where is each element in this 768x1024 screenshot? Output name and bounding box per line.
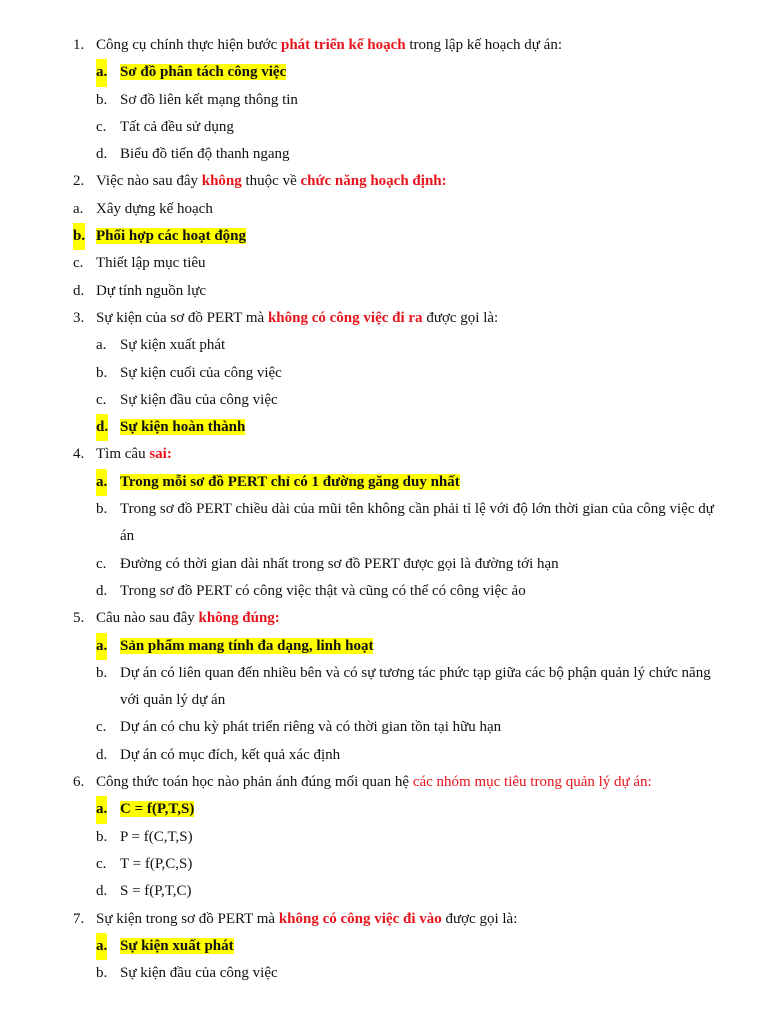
option-text-content: Sự kiện đầu của công việc xyxy=(120,965,278,982)
option-text-content: Dự án có mục đích, kết quả xác định xyxy=(120,746,341,763)
answer-option xyxy=(0,714,768,741)
answer-option-correct xyxy=(0,59,768,86)
option-text xyxy=(120,796,194,823)
option-text xyxy=(120,414,245,441)
option-text-content: Trong sơ đồ PERT chiều dài của mũi tên không cần phải tỉ lệ với độ lớn thời gian của công việc dự án xyxy=(120,501,714,545)
option-text-content: Biểu đồ tiến độ thanh ngang xyxy=(120,146,290,163)
emphasis-text: sai: xyxy=(149,446,172,463)
option-text-content: Trong mỗi sơ đồ PERT chỉ có 1 đường găng duy nhất xyxy=(120,473,460,490)
option-label: b. xyxy=(96,91,108,108)
stem-text: Tìm câu xyxy=(96,446,150,463)
answer-option xyxy=(0,878,768,905)
answer-option-correct xyxy=(0,223,768,250)
option-text xyxy=(96,250,206,277)
stem-text: Công cụ chính thực hiện bước xyxy=(96,37,281,53)
stem-text: Câu nào sau đây xyxy=(96,610,199,627)
question-stem xyxy=(0,305,768,332)
answer-option xyxy=(0,496,768,551)
answer-option xyxy=(0,851,768,878)
answer-option xyxy=(0,360,768,387)
option-text xyxy=(120,714,501,741)
answer-option xyxy=(0,824,768,851)
option-text xyxy=(120,141,290,168)
answer-option xyxy=(0,551,768,578)
option-text-content: Sự kiện xuất phát xyxy=(120,337,226,354)
option-text-content: Phối hợp các hoạt động xyxy=(96,228,246,245)
option-label: b. xyxy=(73,223,85,250)
option-text-content: Sơ đồ phân tách công việc xyxy=(120,64,287,81)
option-label: d. xyxy=(96,414,108,441)
option-text xyxy=(120,633,373,660)
option-label: c. xyxy=(96,555,107,572)
option-text-content: Sự kiện xuất phát xyxy=(120,937,234,954)
option-text xyxy=(120,742,340,769)
option-text-content: Tất cả đều sử dụng xyxy=(120,118,234,135)
option-text xyxy=(120,387,278,414)
option-text xyxy=(120,59,286,86)
option-text xyxy=(120,933,234,960)
option-text-content: T = f(P,C,S) xyxy=(120,855,193,872)
option-label: d. xyxy=(96,883,108,900)
answer-option xyxy=(0,742,768,769)
option-text-content: Sự kiện đầu của công việc xyxy=(120,391,278,408)
stem-text: thuộc về xyxy=(241,173,301,190)
option-text-content: Sơ đồ liên kết mạng thông tin xyxy=(120,91,298,108)
stem-text: Sự kiện của sơ đồ PERT mà xyxy=(96,309,268,326)
answer-option xyxy=(0,250,768,277)
option-text xyxy=(96,196,213,223)
option-label: c. xyxy=(96,118,107,135)
option-label: b. xyxy=(96,501,108,518)
answer-option xyxy=(0,87,768,114)
option-text-content: Trong sơ đồ PERT có công việc thật và cũng có thể có công việc ảo xyxy=(120,582,526,599)
option-text xyxy=(96,223,246,250)
option-text-content: Dự án có liên quan đến nhiều bên và có sự tương tác phức tạp giữa các bộ phận quản lý chức năng với quản lý dự án xyxy=(120,664,711,709)
answer-option xyxy=(0,387,768,414)
emphasis-text: các nhóm mục tiêu trong quản lý dự án: xyxy=(412,774,652,791)
stem-text: được gọi là: xyxy=(422,309,499,326)
option-label: d. xyxy=(73,282,85,299)
option-label: c. xyxy=(96,719,107,736)
question-stem xyxy=(0,441,768,468)
option-label: d. xyxy=(96,146,108,163)
question-stem xyxy=(0,906,768,933)
option-text xyxy=(120,469,460,496)
answer-option xyxy=(0,960,768,987)
stem-text: trong lập kế hoạch dự án: xyxy=(405,37,563,53)
question-stem xyxy=(0,32,768,59)
option-text-content: Dự án có chu kỳ phát triển riêng và có thời gian tồn tại hữu hạn xyxy=(120,719,502,736)
option-text xyxy=(120,496,730,551)
answer-option xyxy=(0,578,768,605)
question-number: 2. xyxy=(73,173,85,190)
emphasis-text: không xyxy=(201,173,242,190)
option-label: a. xyxy=(96,469,107,496)
option-text-content: C = f(P,T,S) xyxy=(120,801,195,818)
option-text xyxy=(120,851,192,878)
question-stem xyxy=(0,605,768,632)
option-label: b. xyxy=(96,965,108,982)
stem-text: được gọi là: xyxy=(441,910,518,927)
answer-option-correct xyxy=(0,796,768,823)
option-text-content: Sản phẩm mang tính đa dạng, linh hoạt xyxy=(120,637,374,654)
option-label: a. xyxy=(96,59,107,86)
question-number: 7. xyxy=(73,910,85,927)
option-text xyxy=(120,360,282,387)
question-number: 6. xyxy=(73,774,85,791)
option-label: c. xyxy=(73,255,84,272)
question-number: 3. xyxy=(73,309,85,326)
option-text xyxy=(120,114,234,141)
option-label: a. xyxy=(96,633,107,660)
answer-option-correct xyxy=(0,633,768,660)
option-text-content: S = f(P,T,C) xyxy=(120,883,192,900)
option-text-content: Xây dựng kế hoạch xyxy=(96,200,213,217)
option-label: a. xyxy=(96,337,107,354)
option-text xyxy=(120,824,193,851)
emphasis-text: chức năng hoạch định: xyxy=(300,173,447,190)
option-text xyxy=(120,332,225,359)
option-text xyxy=(120,960,278,987)
option-label: d. xyxy=(96,746,108,763)
stem-text: Sự kiện trong sơ đồ PERT mà xyxy=(96,910,279,927)
option-text-content: Thiết lập mục tiêu xyxy=(96,255,206,272)
option-text xyxy=(120,87,298,114)
option-label: d. xyxy=(96,582,108,599)
emphasis-text: không đúng: xyxy=(198,610,280,627)
emphasis-text: phát triển kế hoạch xyxy=(281,37,406,53)
answer-option-correct xyxy=(0,469,768,496)
option-label: a. xyxy=(96,933,107,960)
stem-text: Công thức toán học nào phản ánh đúng mối quan hệ xyxy=(96,774,413,791)
option-label: b. xyxy=(96,364,108,381)
option-text xyxy=(120,878,192,905)
option-text xyxy=(120,551,559,578)
answer-option xyxy=(0,196,768,223)
answer-option-correct xyxy=(0,933,768,960)
option-label: c. xyxy=(96,855,107,872)
question-stem xyxy=(0,769,768,796)
option-text-content: Đường có thời gian dài nhất trong sơ đồ PERT được gọi là đường tới hạn xyxy=(120,555,559,572)
emphasis-text: không có công việc đi vào xyxy=(278,910,442,927)
answer-option xyxy=(0,660,768,715)
answer-option xyxy=(0,114,768,141)
option-text-content: P = f(C,T,S) xyxy=(120,828,193,845)
option-text-content: Dự tính nguồn lực xyxy=(96,282,207,299)
answer-option xyxy=(0,141,768,168)
question-stem xyxy=(0,168,768,195)
answer-option xyxy=(0,278,768,305)
option-label: b. xyxy=(96,828,108,845)
option-text xyxy=(120,578,526,605)
question-number: 5. xyxy=(73,610,85,627)
option-text xyxy=(120,660,730,715)
emphasis-text: không có công việc đi ra xyxy=(267,309,423,326)
option-text-content: Sự kiện cuối của công việc xyxy=(120,364,282,381)
option-text xyxy=(96,278,206,305)
option-label: a. xyxy=(96,796,107,823)
option-label: b. xyxy=(96,664,108,681)
option-text-content: Sự kiện hoàn thành xyxy=(120,419,246,436)
question-number: 1. xyxy=(73,37,85,53)
answer-option xyxy=(0,332,768,359)
question-number: 4. xyxy=(73,446,85,463)
option-label: a. xyxy=(73,200,84,217)
answer-option-correct xyxy=(0,414,768,441)
stem-text: Việc nào sau đây xyxy=(96,173,202,190)
option-label: c. xyxy=(96,391,107,408)
